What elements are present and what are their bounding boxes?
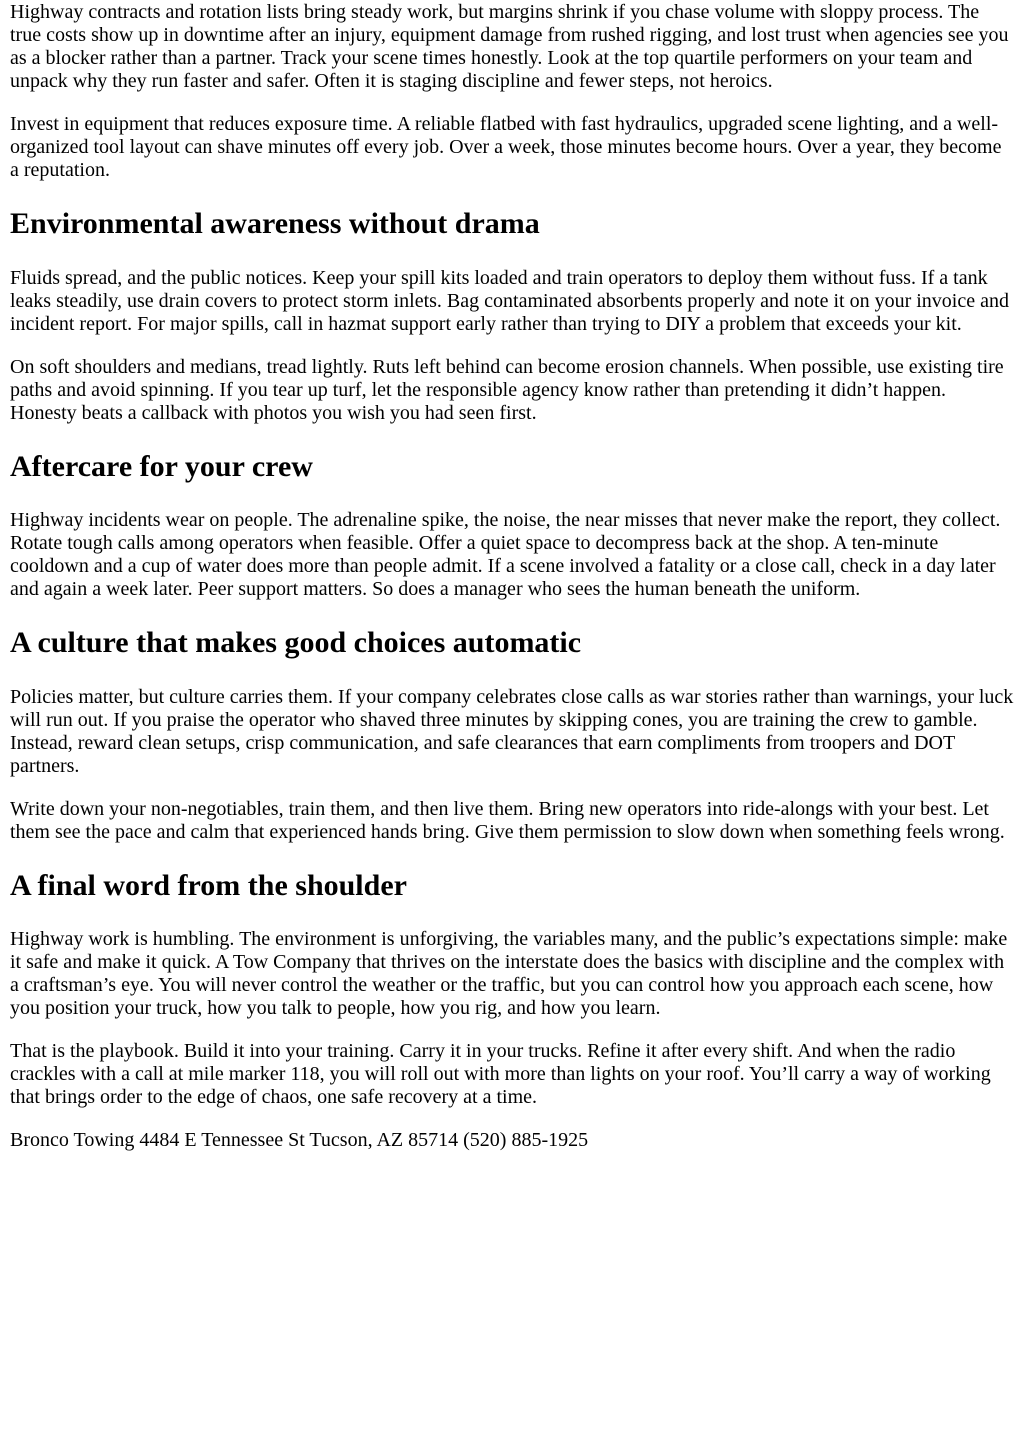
contact-line: Bronco Towing 4484 E Tennessee St Tucson, AZ 85714 (520) 885-1925	[10, 1129, 589, 1151]
article-paragraph: Highway incidents wear on people. The adrenaline spike, the noise, the near misses that never make the report, they collect. Rotate tough calls among operators when feasible. Offer a quiet space to decompress back at the shop. A ten-minute cooldown and a cup of water does more than people admit. If a scene involved a fatality or a close call, check in a day later and again a week later. Peer support matters. So does a manager who sees the human beneath the uniform.	[10, 509, 1001, 600]
article-paragraph: Fluids spread, and the public notices. Keep your spill kits loaded and train operators to deploy them without fuss. If a tank leaks steadily, use drain covers to protect storm inlets. Bag contaminated absorbents properly and note it on your invoice and incident report. For major spills, call in hazmat support early rather than trying to DIY a problem that exceeds your kit.	[10, 266, 1009, 335]
article-paragraph: Invest in equipment that reduces exposure time. A reliable flatbed with fast hydraulics, upgraded scene lighting, and a well-organized tool layout can shave minutes off every job. Over a week, those minutes become hours. Over a year, they become a reputation.	[10, 113, 1002, 181]
article-paragraph: Highway contracts and rotation lists bring steady work, but margins shrink if you chase volume with sloppy process. The true costs show up in downtime after an injury, equipment damage from rushed rigging, and lost trust when agencies see you as a blocker rather than a partner. Track your scene times honestly. Look at the top quartile performers on your team and unpack why they run faster and safer. Often it is staging discipline and fewer steps, not heroics.	[10, 1, 1009, 92]
article-paragraph: On soft shoulders and medians, tread lightly. Ruts left behind can become erosion channels. When possible, use existing tire paths and avoid spinning. If you tear up turf, let the responsible agency know rather than pretending it didn’t happen. Honesty beats a callback with photos you wish you had seen first.	[10, 355, 1004, 424]
article-paragraph: That is the playbook. Build it into your training. Carry it in your trucks. Refine it after every shift. And when the radio crackles with a call at mile marker 118, you will roll out with more than lights on your roof. You’ll carry a way of working that brings order to the edge of chaos, one safe recovery at a time.	[10, 1040, 991, 1108]
section-heading-culture: A culture that makes good choices automatic	[10, 626, 582, 659]
section-heading-environmental-awareness: Environmental awareness without drama	[10, 207, 540, 240]
article-paragraph: Highway work is humbling. The environment is unforgiving, the variables many, and the public’s expectations simple: make it safe and make it quick. A Tow Company that thrives on the interstate does the basics with discipline and the complex with a craftsman’s eye. You will never control the weather or the traffic, but you can control how you approach each scene, how you position your truck, how you talk to people, how you rig, and how you learn.	[10, 928, 1008, 1019]
section-heading-aftercare: Aftercare for your crew	[10, 449, 313, 483]
article-paragraph: Write down your non-negotiables, train them, and then live them. Bring new operators into ride-alongs with your best. Let them see the pace and calm that experienced hands bring. Give them permission to slow down when something feels wrong.	[10, 797, 1005, 843]
article-paragraph: Policies matter, but culture carries them. If your company celebrates close calls as war stories rather than warnings, your luck will run out. If you praise the operator who shaved three minutes by skipping cones, you are training the crew to gamble. Instead, reward clean setups, crisp communication, and safe clearances that earn compliments from troopers and DOT partners.	[10, 685, 1014, 777]
section-heading-final-word: A final word from the shoulder	[10, 868, 407, 902]
